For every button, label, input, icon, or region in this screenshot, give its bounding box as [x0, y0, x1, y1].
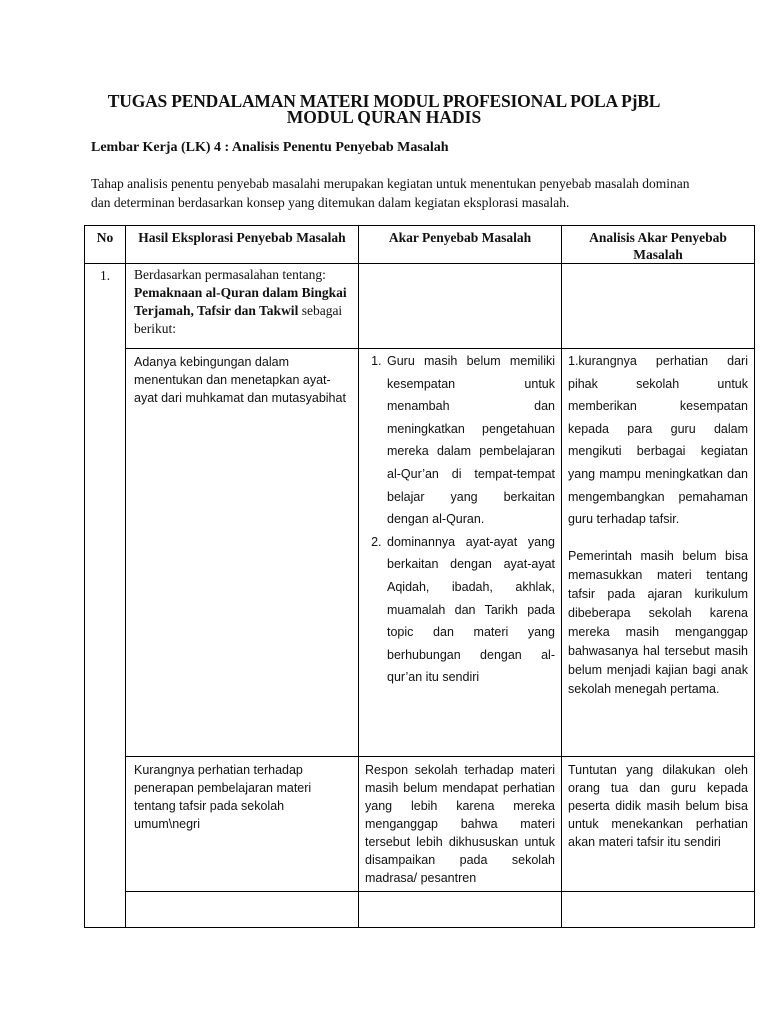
akar-cell [359, 349, 562, 757]
table-row [85, 264, 755, 349]
akar-cell: Respon sekolah terhadap materi masih belum mendapat perhatian yang lebih karena mereka menganggap bahwa materi tersebut lebih dikhususkan untuk disampaikan pada sekolah madrasa/ pesantren [359, 757, 562, 892]
analisis-cell: Tuntutan yang dilakukan oleh orang tua dan guru kepada peserta didik masih belum bisa untuk menekankan perhatian akan materi tafsir itu sendiri [562, 757, 755, 892]
analisis-cell [562, 349, 755, 757]
problem-topic: Pemaknaan al-Quran dalam Bingkai Terjamah, Tafsir dan Takwil [134, 285, 347, 318]
hasil-cell: Adanya kebingungan dalam menentukan dan menetapkan ayat-ayat dari muhkamat dan mutasyabihat [126, 349, 359, 757]
akar-list [363, 350, 555, 689]
empty-cell [126, 892, 359, 928]
document-subtitle-module: MODUL QURAN HADIS [286, 107, 482, 127]
table-header-row [85, 226, 755, 264]
problem-intro-cell [126, 264, 359, 349]
header-akar: Akar Penyebab Masalah [359, 226, 562, 264]
hasil-cell: Kurangnya perhatian terhadap penerapan pembelajaran materi tentang tafsir pada sekolah umum\negri [126, 757, 359, 892]
empty-cell [562, 892, 755, 928]
document-title: TUGAS PENDALAMAN MATERI MODUL PROFESIONAL POLA PjBL [107, 91, 661, 111]
table-row [85, 349, 755, 757]
header-analisis: Analisis Akar Penyebab Masalah [562, 226, 755, 264]
akar-item-1: 1. Guru masih belum memiliki kesempatan untuk menambah dan meningkatkan pengetahuan mereka dalam pembelajaran al-Qur’an di tempat-tempat belajar yang berkaitan dengan al-Quran. [385, 350, 555, 531]
table-row [85, 757, 755, 892]
empty-cell [359, 892, 562, 928]
header-no: No [85, 226, 126, 264]
worksheet-heading: Lembar Kerja (LK) 4 : Analisis Penentu Penyebab Masalah [91, 140, 449, 155]
table-row [85, 892, 755, 928]
row-number: 1. [85, 264, 126, 928]
akar-item-2: 2. dominannya ayat-ayat yang berkaitan dengan ayat-ayat Aqidah, ibadah, akhlak, muamalah dan Tarikh pada topic dan materi yang berhubungan dengan al-qur’an itu sendiri [385, 531, 555, 689]
intro-paragraph: Tahap analisis penentu penyebab masalahi merupakan kegiatan untuk menentukan penyebab masalah dominan dan determinan berdasarkan konsep yang ditemukan dalam kegiatan eksplorasi masalah. [91, 176, 690, 210]
analisis-paragraph-2: Pemerintah masih belum bisa memasukkan materi tentang tafsir pada ajaran kurikulum dibeberapa sekolah karena mereka masih menganggap bahwasanya hal tersebut masih belum menjadi kajian bagi anak sekolah menegah pertama. [568, 548, 748, 696]
empty-cell [562, 264, 755, 349]
analisis-paragraph-1: 1.kurangnya perhatian dari pihak sekolah untuk memberikan kesempatan kepada para guru dalam mengikuti berbagai kegiatan yang mampu meningkatkan dan mengembangkan pemahaman guru terhadap tafsir. [568, 354, 748, 527]
analysis-table [84, 225, 755, 928]
problem-intro-text [134, 266, 352, 338]
problem-intro-prefix: Berdasarkan permasalahan tentang: [134, 267, 326, 282]
empty-cell [359, 264, 562, 349]
header-hasil: Hasil Eksplorasi Penyebab Masalah [126, 226, 359, 264]
problem-intro-suffix: sebagai berikut: [134, 303, 343, 336]
